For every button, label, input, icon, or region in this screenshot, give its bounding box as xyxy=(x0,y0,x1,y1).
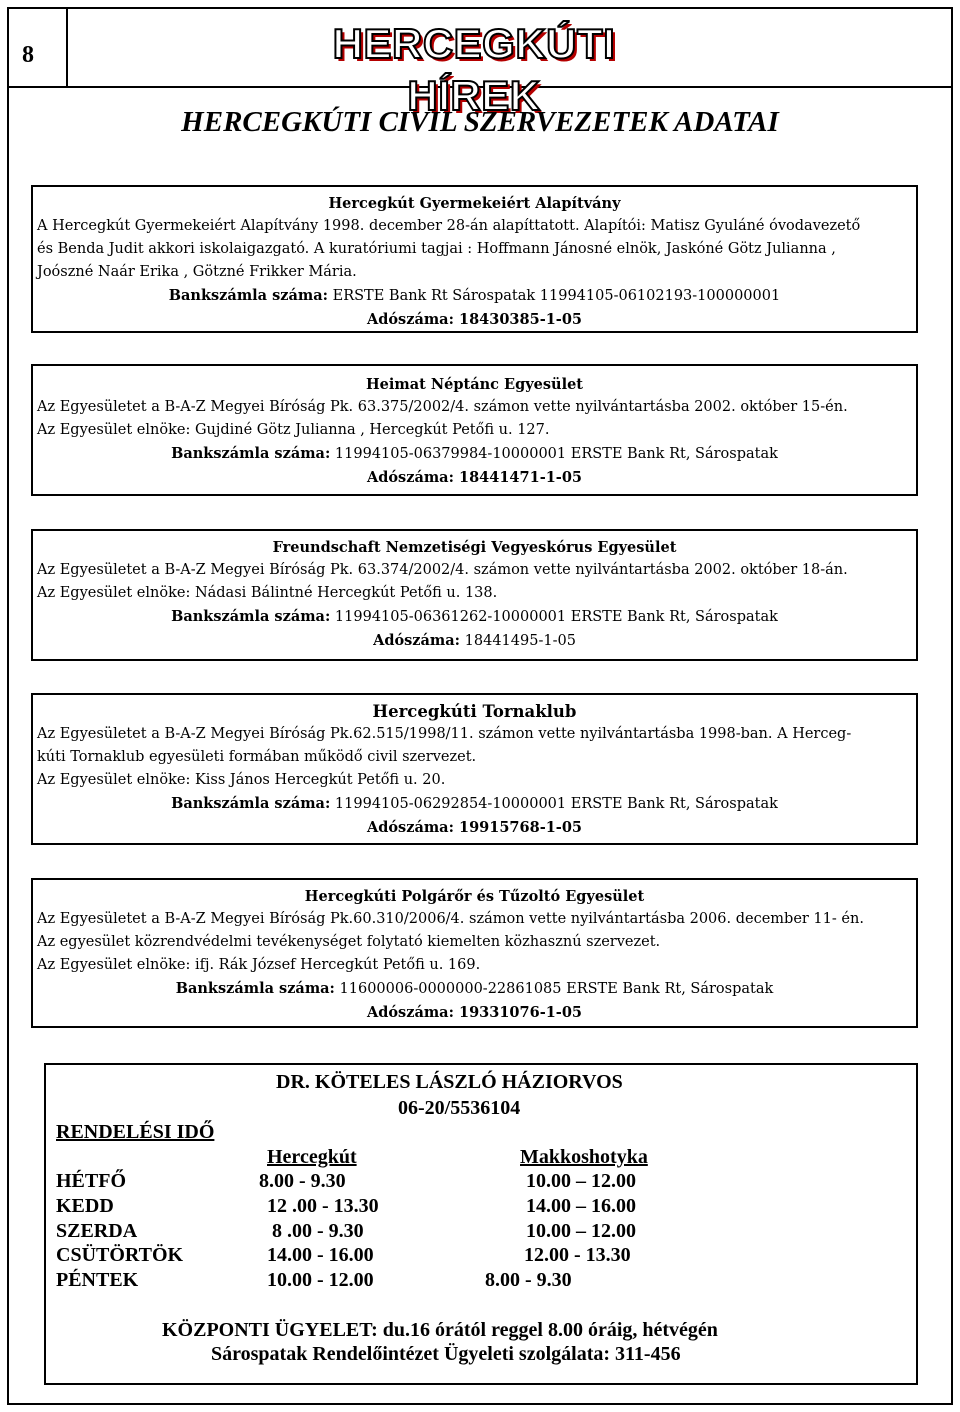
schedule-day: CSÜTÖRTÖK xyxy=(56,1244,184,1266)
org-title: Heimat Néptánc Egyesület xyxy=(365,376,584,393)
tax-number: Adószáma: 19915768-1-05 xyxy=(366,819,582,836)
tax-number: Adószáma: 18441471-1-05 xyxy=(366,469,582,486)
bank-value: ERSTE Bank Rt Sárospatak 11994105-06102193-100000001 xyxy=(332,288,781,304)
central-duty: KÖZPONTI ÜGYELET: du.16 órától reggel 8.00 óráig, hétvégén xyxy=(162,1319,718,1341)
org-title: Hercegkút Gyermekeiért Alapítvány xyxy=(328,195,621,212)
page-number-divider xyxy=(66,7,68,87)
bank-value: 11600006-0000000-22861085 ERSTE Bank Rt, Sárospatak xyxy=(339,981,774,997)
schedule-day: PÉNTEK xyxy=(56,1269,139,1291)
tax-label: Adószáma: xyxy=(373,632,461,649)
bank-label: Bankszámla száma: xyxy=(171,608,331,625)
schedule-hercegkut-hours: 14.00 - 16.00 xyxy=(267,1244,374,1266)
bank-account xyxy=(37,792,912,816)
org-text-line: Az egyesület közrendvédelmi tevékenységet folytató kiemelten közhasznú szervezet. xyxy=(37,934,661,950)
central-service: Sárospatak Rendelőintézet Ügyeleti szolgálata: 311-456 xyxy=(211,1343,681,1365)
doctor-phone: 06-20/5536104 xyxy=(398,1097,521,1119)
schedule-makkoshotyka-hours: 12.00 - 13.30 xyxy=(524,1244,631,1266)
org-card-freundschaft xyxy=(31,529,918,661)
org-text-line: Az Egyesület elnöke: ifj. Rák József Hercegkút Petőfi u. 169. xyxy=(37,957,481,973)
org-text-line: Az Egyesületet a B-A-Z Megyei Bíróság Pk.62.515/1998/11. számon vette nyilvántartásba 1998-ban. A Herceg- xyxy=(37,726,852,742)
org-title: Freundschaft Nemzetiségi Vegyeskórus Egyesület xyxy=(272,539,677,556)
org-card-heimat xyxy=(31,364,918,496)
bank-value: 11994105-06379984-10000001 ERSTE Bank Rt, Sárospatak xyxy=(334,446,778,462)
schedule-day: HÉTFŐ xyxy=(56,1170,127,1192)
org-text-line: Az Egyesületet a B-A-Z Megyei Bíróság Pk. 63.374/2002/4. számon vette nyilvántartásba 2002. október 18-án. xyxy=(37,562,848,578)
org-text-line: kúti Tornaklub egyesületi formában működő civil szervezet. xyxy=(37,749,477,765)
org-text-line: Az Egyesület elnöke: Nádasi Bálintné Hercegkút Petőfi u. 138. xyxy=(37,585,498,601)
org-title: Hercegkúti Tornaklub xyxy=(372,702,577,721)
masthead-logo: HERCEGKÚTI HÍREK xyxy=(332,20,616,119)
schedule-day: SZERDA xyxy=(56,1220,138,1242)
org-text-line: Az Egyesületet a B-A-Z Megyei Bíróság Pk.60.310/2006/4. számon vette nyilvántartásba 2006. december 11- én. xyxy=(37,911,864,927)
org-text-line: Joószné Naár Erika , Götzné Frikker Mária. xyxy=(37,264,357,280)
org-text-line: Az Egyesület elnöke: Kiss János Hercegkút Petőfi u. 20. xyxy=(37,772,446,788)
bank-value: 11994105-06292854-10000001 ERSTE Bank Rt, Sárospatak xyxy=(334,796,778,812)
bank-value: 11994105-06361262-10000001 ERSTE Bank Rt, Sárospatak xyxy=(334,609,778,625)
bank-account xyxy=(37,977,912,1001)
bank-account xyxy=(37,442,912,466)
schedule-day: KEDD xyxy=(56,1195,114,1217)
schedule-makkoshotyka-hours: 10.00 – 12.00 xyxy=(526,1170,636,1192)
schedule-makkoshotyka-hours: 10.00 – 12.00 xyxy=(526,1220,636,1242)
office-hours-heading: RENDELÉSI IDŐ xyxy=(56,1121,215,1143)
org-title: Hercegkúti Polgárőr és Tűzoltó Egyesület xyxy=(304,888,645,905)
org-card-polgaror xyxy=(31,878,918,1028)
tax-number xyxy=(37,629,912,653)
schedule-hercegkut-hours: 8.00 - 9.30 xyxy=(259,1170,346,1192)
bank-label: Bankszámla száma: xyxy=(168,287,328,304)
schedule-hercegkut-hours: 12 .00 - 13.30 xyxy=(267,1195,379,1217)
tax-number: Adószáma: 19331076-1-05 xyxy=(366,1004,582,1021)
bank-label: Bankszámla száma: xyxy=(171,445,331,462)
tax-number: Adószáma: 18430385-1-05 xyxy=(366,311,582,328)
doctor-box xyxy=(44,1063,918,1385)
org-card-gyermekeiert xyxy=(31,185,918,333)
tax-value: 18441495-1-05 xyxy=(464,633,576,649)
page-number: 8 xyxy=(22,42,34,68)
column-makkoshotyka: Makkoshotyka xyxy=(520,1146,648,1168)
schedule-hercegkut-hours: 8 .00 - 9.30 xyxy=(272,1220,364,1242)
bank-label: Bankszámla száma: xyxy=(175,980,335,997)
org-text-line: Az Egyesületet a B-A-Z Megyei Bíróság Pk. 63.375/2002/4. számon vette nyilvántartásba 2002. október 15-én. xyxy=(37,399,848,415)
bank-label: Bankszámla száma: xyxy=(171,795,331,812)
column-hercegkut: Hercegkút xyxy=(267,1146,357,1168)
schedule-makkoshotyka-hours: 8.00 - 9.30 xyxy=(485,1269,572,1291)
org-text-line: és Benda Judit akkori iskolaigazgató. A kuratóriumi tagjai : Hoffmann Jánosné elnök, Jaskóné Götz Julianna , xyxy=(37,241,836,257)
bank-account xyxy=(37,284,912,308)
schedule-makkoshotyka-hours: 14.00 – 16.00 xyxy=(526,1195,636,1217)
org-text-line: A Hercegkút Gyermekeiért Alapítvány 1998. december 28-án alapíttatott. Alapítói: Matisz Gyuláné óvodavezető xyxy=(37,218,861,234)
bank-account xyxy=(37,605,912,629)
org-text-line: Az Egyesület elnöke: Gujdiné Götz Julianna , Hercegkút Petőfi u. 127. xyxy=(37,422,550,438)
org-card-tornaklub xyxy=(31,693,918,845)
doctor-name: DR. KÖTELES LÁSZLÓ HÁZIORVOS xyxy=(276,1071,623,1093)
section-title: HERCEGKÚTI CIVIL SZERVEZETEK ADATAI xyxy=(181,106,779,138)
schedule-hercegkut-hours: 10.00 - 12.00 xyxy=(267,1269,374,1291)
